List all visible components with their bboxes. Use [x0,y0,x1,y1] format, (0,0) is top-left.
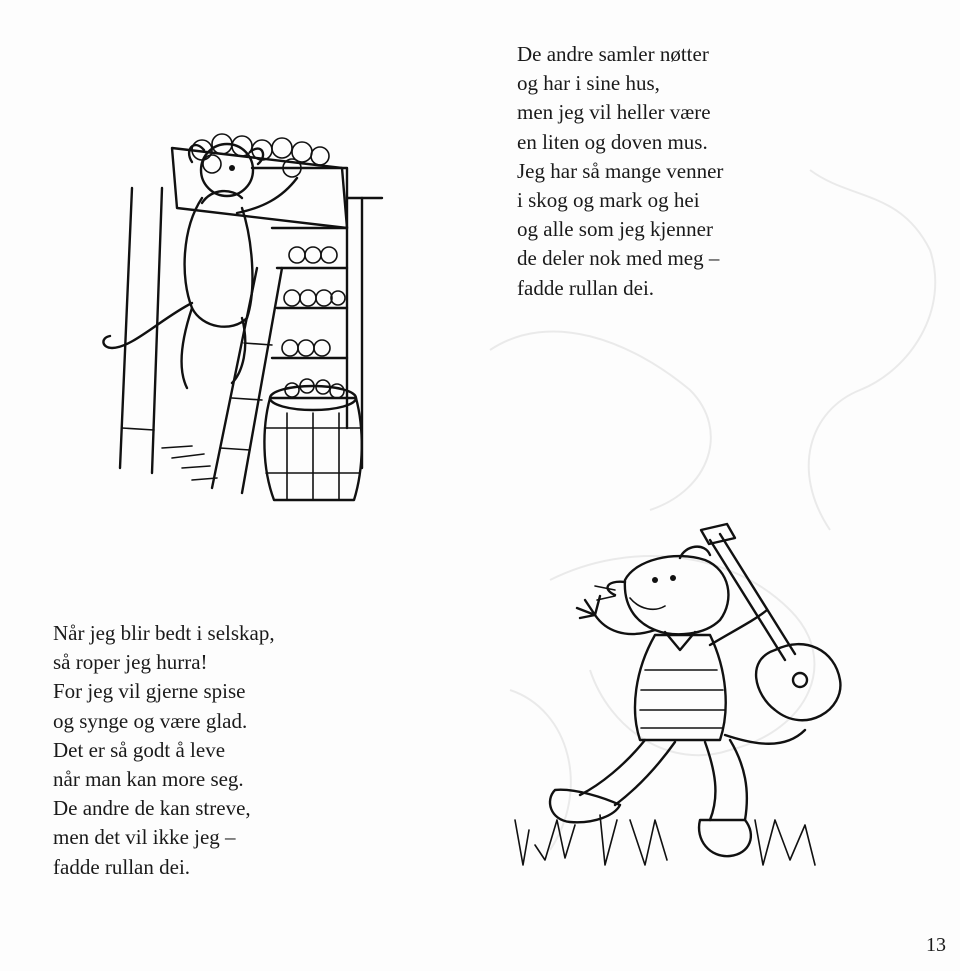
poem-line: For jeg vil gjerne spise [53,679,246,704]
poem-line: i skog og mark og hei [517,188,700,213]
poem-stanza-top [517,40,723,303]
poem-line: og synge og være glad. [53,708,248,733]
poem-line: og alle som jeg kjenner [517,217,713,242]
poem-line: Det er så godt å leve [53,737,226,762]
poem-line: de deler nok med meg – [517,246,720,271]
mouse-on-ladder-icon [92,128,392,508]
poem-line: De andre de kan streve, [53,796,251,821]
poem-line: men det vil ikke jeg – [53,825,236,850]
poem-line: så roper jeg hurra! [53,650,208,675]
poem-line: De andre samler nøtter [517,42,709,66]
poem-line: men jeg vil heller være [517,100,711,125]
page-number: 13 [926,934,946,956]
poem-line: fadde rullan dei. [517,275,655,300]
poem-line: og har i sine hus, [517,71,660,96]
poem-line: Jeg har så mange venner [517,158,724,183]
poem-line: Når jeg blir bedt i selskap, [53,621,275,645]
poem-line: en liten og doven mus. [517,129,708,154]
poem-stanza-bottom [53,619,275,882]
poem-line: fadde rullan dei. [53,854,191,879]
poem-line: når man kan more seg. [53,767,244,792]
mouse-with-guitar-icon [505,520,850,885]
